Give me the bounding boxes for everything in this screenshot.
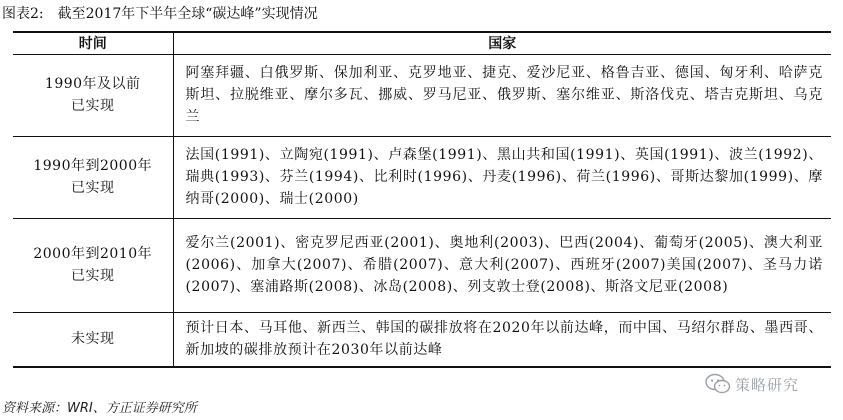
countries-cell: 预计日本、马耳他、新西兰、韩国的碳排放将在2020年以前达峰，而中国、马绍尔群岛、墨西哥、新加坡的碳排放预计在2030年以前达峰 [173, 312, 831, 367]
header-countries: 国家 [173, 32, 831, 54]
time-cell: 2000年到2010年 已实现 [13, 218, 173, 312]
table-header-row [13, 32, 831, 54]
table-row [13, 218, 831, 312]
wechat-icon [705, 373, 731, 395]
time-cell: 1990年到2000年 已实现 [13, 136, 173, 218]
source-note: 资料来源：WRI、方正证券研究所 [2, 401, 197, 416]
figure-title: 截至2017年下半年全球“碳达峰”实现情况 [57, 6, 318, 22]
countries-cell: 爱尔兰(2001)、密克罗尼西亚(2001)、奥地利(2003)、巴西(2004)、葡萄牙(2005)、澳大利亚(2006)、加拿大(2007)、希腊(2007)、意大利(2007)、西班牙(2007)美国(2007)、圣马力诺(2007)、塞浦路斯(2008)、冰岛(2008)、列支敦士登(2008)、斯洛文尼亚(2008) [173, 218, 831, 312]
time-cell: 1990年及以前 已实现 [13, 54, 173, 136]
countries-cell: 法国(1991)、立陶宛(1991)、卢森堡(1991)、黑山共和国(1991)、英国(1991)、波兰(1992)、瑞典(1993)、芬兰(1994)、比利时(1996)、丹麦(1996)、荷兰(1996)、哥斯达黎加(1999)、摩纳哥(2000)、瑞士(2000) [173, 136, 831, 218]
carbon-peak-table [13, 31, 831, 368]
figure-label: 图表2: [2, 6, 44, 22]
table-row [13, 136, 831, 218]
figure-caption [2, 3, 318, 25]
watermark [705, 372, 799, 396]
time-cell: 未实现 [13, 312, 173, 367]
header-time: 时间 [13, 32, 173, 54]
countries-cell: 阿塞拜疆、白俄罗斯、保加利亚、克罗地亚、捷克、爱沙尼亚、格鲁吉亚、德国、匈牙利、哈萨克斯坦、拉脱维亚、摩尔多瓦、挪威、罗马尼亚、俄罗斯、塞尔维亚、斯洛伐克、塔吉克斯坦、乌克兰 [173, 54, 831, 136]
table-row [13, 54, 831, 136]
table-row [13, 312, 831, 367]
watermark-text: 策略研究 [735, 375, 800, 394]
